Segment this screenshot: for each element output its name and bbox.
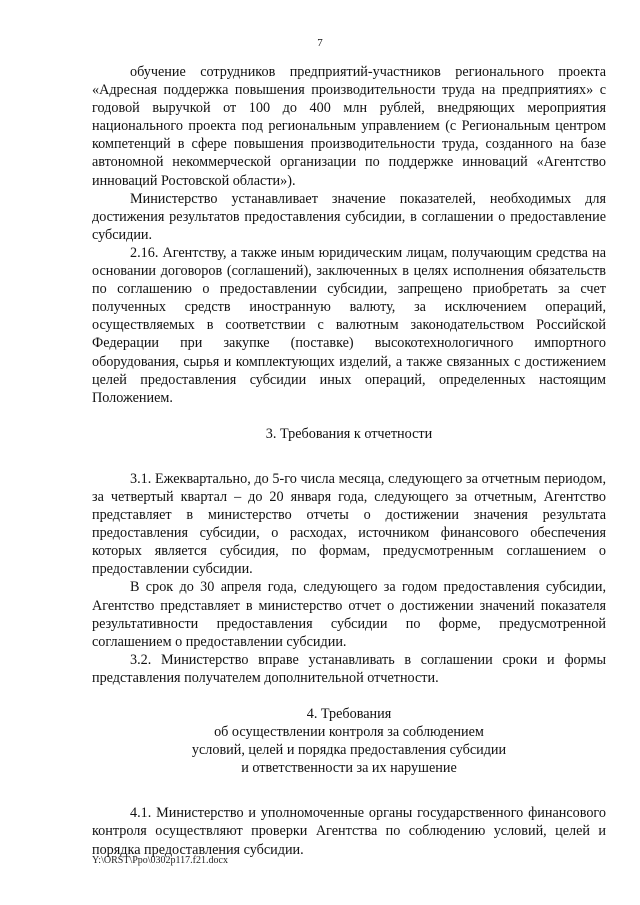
paragraph: 3.1. Ежеквартально, до 5-го числа месяца, следующего за отчетным периодом, за четвертый квартал – до 20 января года, следующего за отчетным, Агентство представляет в министерство отчеты о достижении значения результата предоставления субсидии, о расходах, источником финансового обеспечения которых является субсидия, по формам, предусмотренным соглашением о предоставлении субсидии. [92,470,606,578]
section-heading [92,705,606,777]
heading-line: условий, целей и порядка предоставления субсидии [191,742,507,759]
heading-line: и ответственности за их нарушение [241,760,457,777]
heading-line: об осуществлении контроля за соблюдением [214,724,484,741]
paragraph: Министерство устанавливает значение показателей, необходимых для достижения результатов предоставления субсидии, в соглашении о предоставление субсидии. [92,190,606,243]
paragraph: 2.16. Агентству, а также иным юридическим лицам, получающим средства на основании договоров (соглашений), заключенных в целях исполнения обязательств по соглашению о предоставлении субсидии, запрещено приобретать за счет полученных средств иностранную валюту, за исключением операций, осуществляемых в соответствии с валютным законодательством Российской Федерации при закупке (поставке) высокотехнологичного импортного оборудования, сырья и комплектующих изделий, а также связанных с достижением целей предоставления субсидии иных операций, определенных настоящим Положением. [92,244,606,406]
file-path-footer: Y:\ORST\Ppo\0302p117.f21.docx [92,855,228,866]
paragraph: обучение сотрудников предприятий-участников регионального проекта «Адресная поддержка повышения производительности труда на предприятиях» с годовой выручкой от 100 до 400 млн рублей, внедряющих мероприятия национального проекта под региональным управлением (с Региональным центром компетенций в сфере повышения производительности труда, созданного на базе автономной некоммерческой организации по поддержке инноваций «Агентство инноваций Ростовской области»). [92,64,606,189]
paragraph: 3.2. Министерство вправе устанавливать в соглашении сроки и формы представления получателем дополнительной отчетности. [92,651,606,686]
paragraph: В срок до 30 апреля года, следующего за годом предоставления субсидии, Агентство представляет в министерство отчет о достижении значений показателя результативности предоставления субсидии по форме, предусмотренной соглашением о предоставлении субсидии. [92,579,606,650]
page-number: 7 [317,37,323,49]
heading-line: 4. Требования [306,706,392,722]
document-body [92,63,606,859]
section-heading: 3. Требования к отчетности [265,425,433,442]
paragraph: 4.1. Министерство и уполномоченные органы государственного финансового контроля осуществляют проверки Агентства по соблюдению условий, целей и порядка предоставления субсидии. [92,805,606,858]
